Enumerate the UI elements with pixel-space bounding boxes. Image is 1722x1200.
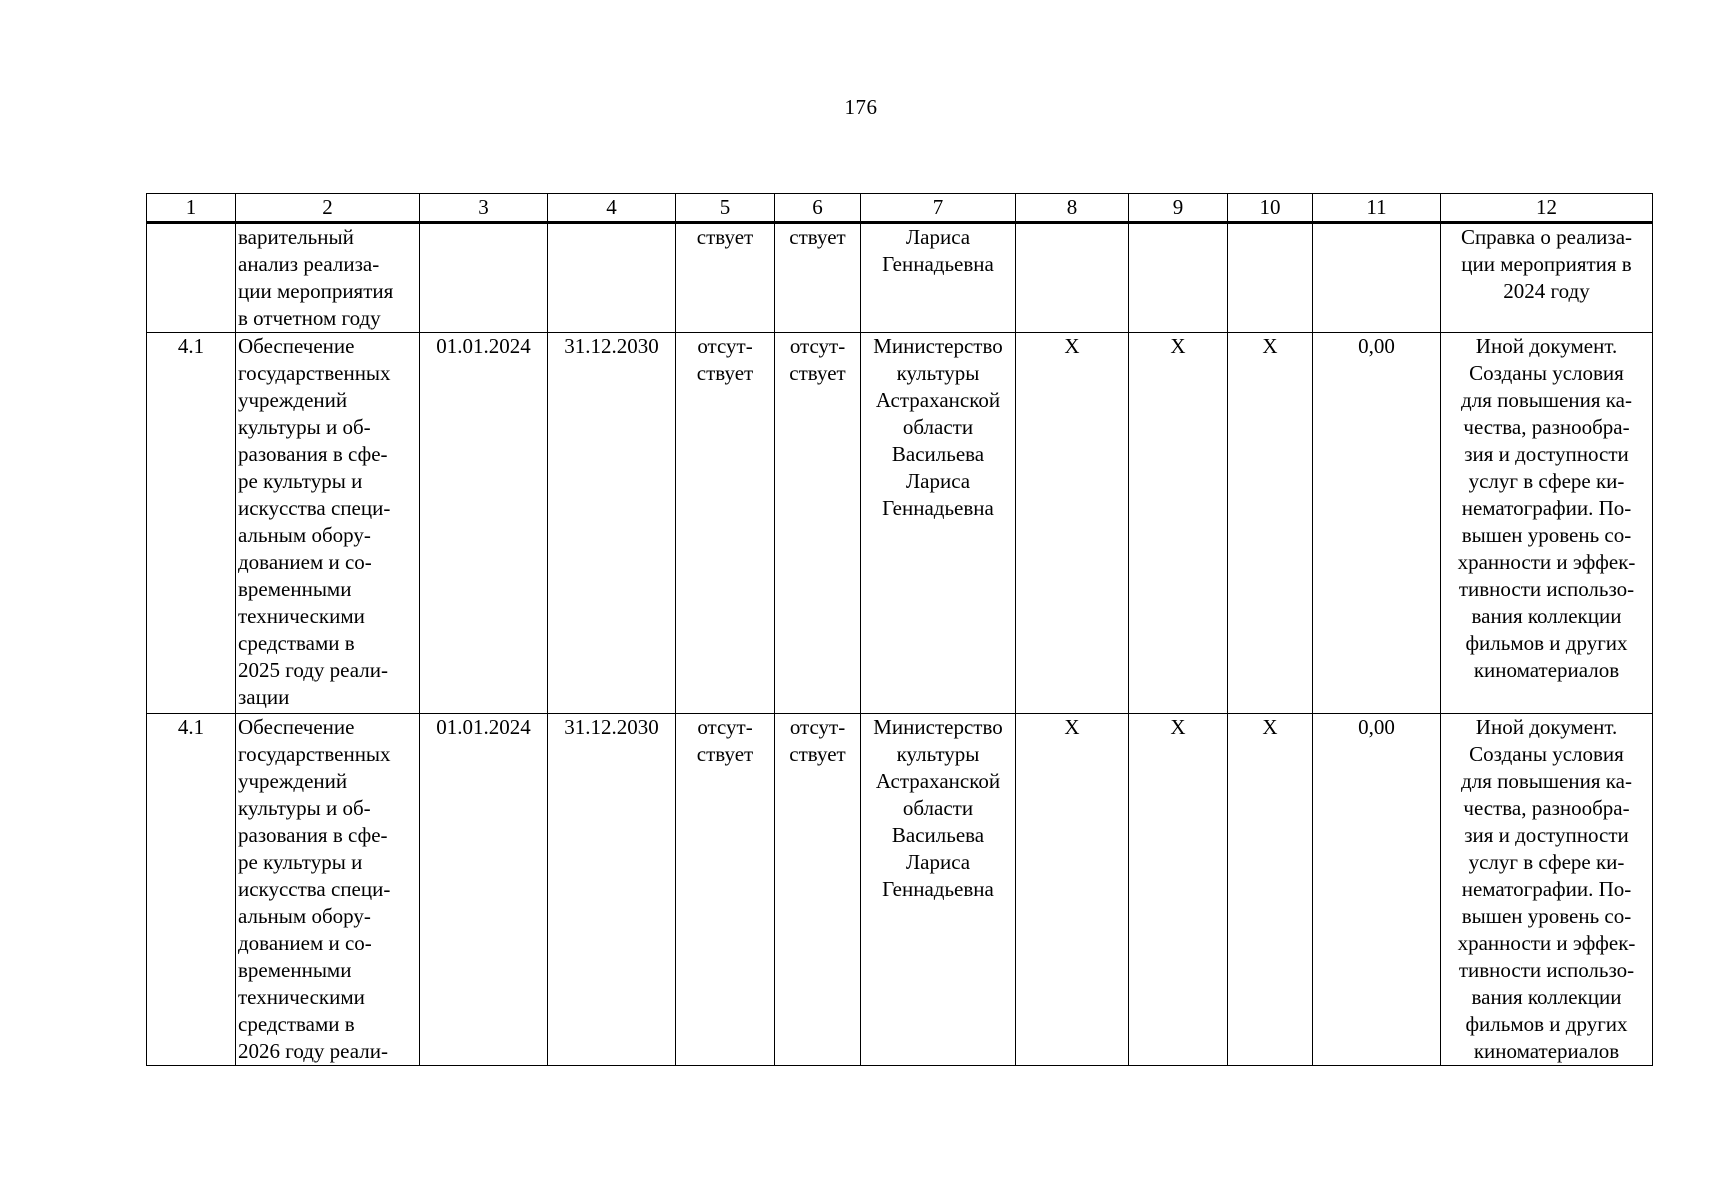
page-number: 176	[844, 95, 878, 119]
column-9-cell: X	[1129, 714, 1228, 1066]
column-number: 11	[1313, 194, 1441, 223]
column-number: 6	[775, 194, 861, 223]
column-8-cell: X	[1016, 333, 1129, 714]
column-6-cell: отсут- ствует	[775, 714, 861, 1066]
column-number: 3	[420, 194, 548, 223]
activity-name-cell: Обеспечение государственных учреждений культуры и об- разования в сфе- ре культуры и искусства специ- альным обору- дованием и со- временными техническими средствами в 2026 году реали-	[236, 714, 420, 1066]
column-5-cell: отсут- ствует	[676, 714, 775, 1066]
column-number: 8	[1016, 194, 1129, 223]
result-document-cell: Иной документ. Созданы условия для повышения ка- чества, разнообра- зия и доступности услуг в сфере ки- нематографии. По- вышен уровень со- хранности и эффек- тивности использо- вания коллекции фильмов и других киноматериалов	[1441, 714, 1653, 1066]
column-number: 10	[1228, 194, 1313, 223]
end-date-cell: 31.12.2030	[548, 714, 676, 1066]
activities-table	[146, 193, 1653, 1066]
column-5-cell: отсут- ствует	[676, 333, 775, 714]
amount-cell: 0,00	[1313, 714, 1441, 1066]
item-number-cell	[147, 223, 236, 333]
column-6-cell: отсут- ствует	[775, 333, 861, 714]
column-9-cell	[1129, 223, 1228, 333]
column-10-cell: X	[1228, 333, 1313, 714]
amount-cell: 0,00	[1313, 333, 1441, 714]
start-date-cell	[420, 223, 548, 333]
table-row	[147, 223, 1653, 333]
column-number: 1	[147, 194, 236, 223]
column-5-cell: ствует	[676, 223, 775, 333]
start-date-cell: 01.01.2024	[420, 333, 548, 714]
column-8-cell: X	[1016, 714, 1129, 1066]
column-10-cell: X	[1228, 714, 1313, 1066]
amount-cell	[1313, 223, 1441, 333]
activity-name-cell: варительный анализ реализа- ции мероприятия в отчетном году	[236, 223, 420, 333]
responsible-cell: Министерство культуры Астраханской области Васильева Лариса Геннадьевна	[861, 333, 1016, 714]
column-number: 9	[1129, 194, 1228, 223]
end-date-cell: 31.12.2030	[548, 333, 676, 714]
item-number-cell: 4.1	[147, 333, 236, 714]
item-number-cell: 4.1	[147, 714, 236, 1066]
column-number: 2	[236, 194, 420, 223]
start-date-cell: 01.01.2024	[420, 714, 548, 1066]
column-number: 7	[861, 194, 1016, 223]
column-9-cell: X	[1129, 333, 1228, 714]
column-number: 4	[548, 194, 676, 223]
table-row	[147, 333, 1653, 714]
column-10-cell	[1228, 223, 1313, 333]
activity-name-cell: Обеспечение государственных учреждений культуры и об- разования в сфе- ре культуры и искусства специ- альным обору- дованием и со- временными техническими средствами в 2025 году реали- зации	[236, 333, 420, 714]
column-number-row	[147, 194, 1653, 223]
column-6-cell: ствует	[775, 223, 861, 333]
column-8-cell	[1016, 223, 1129, 333]
end-date-cell	[548, 223, 676, 333]
result-document-cell: Справка о реализа- ции мероприятия в 2024 году	[1441, 223, 1653, 333]
result-document-cell: Иной документ. Созданы условия для повышения ка- чества, разнообра- зия и доступности услуг в сфере ки- нематографии. По- вышен уровень со- хранности и эффек- тивности использо- вания коллекции фильмов и других киноматериалов	[1441, 333, 1653, 714]
column-number: 12	[1441, 194, 1653, 223]
responsible-cell: Лариса Геннадьевна	[861, 223, 1016, 333]
table-row	[147, 714, 1653, 1066]
column-number: 5	[676, 194, 775, 223]
responsible-cell: Министерство культуры Астраханской области Васильева Лариса Геннадьевна	[861, 714, 1016, 1066]
